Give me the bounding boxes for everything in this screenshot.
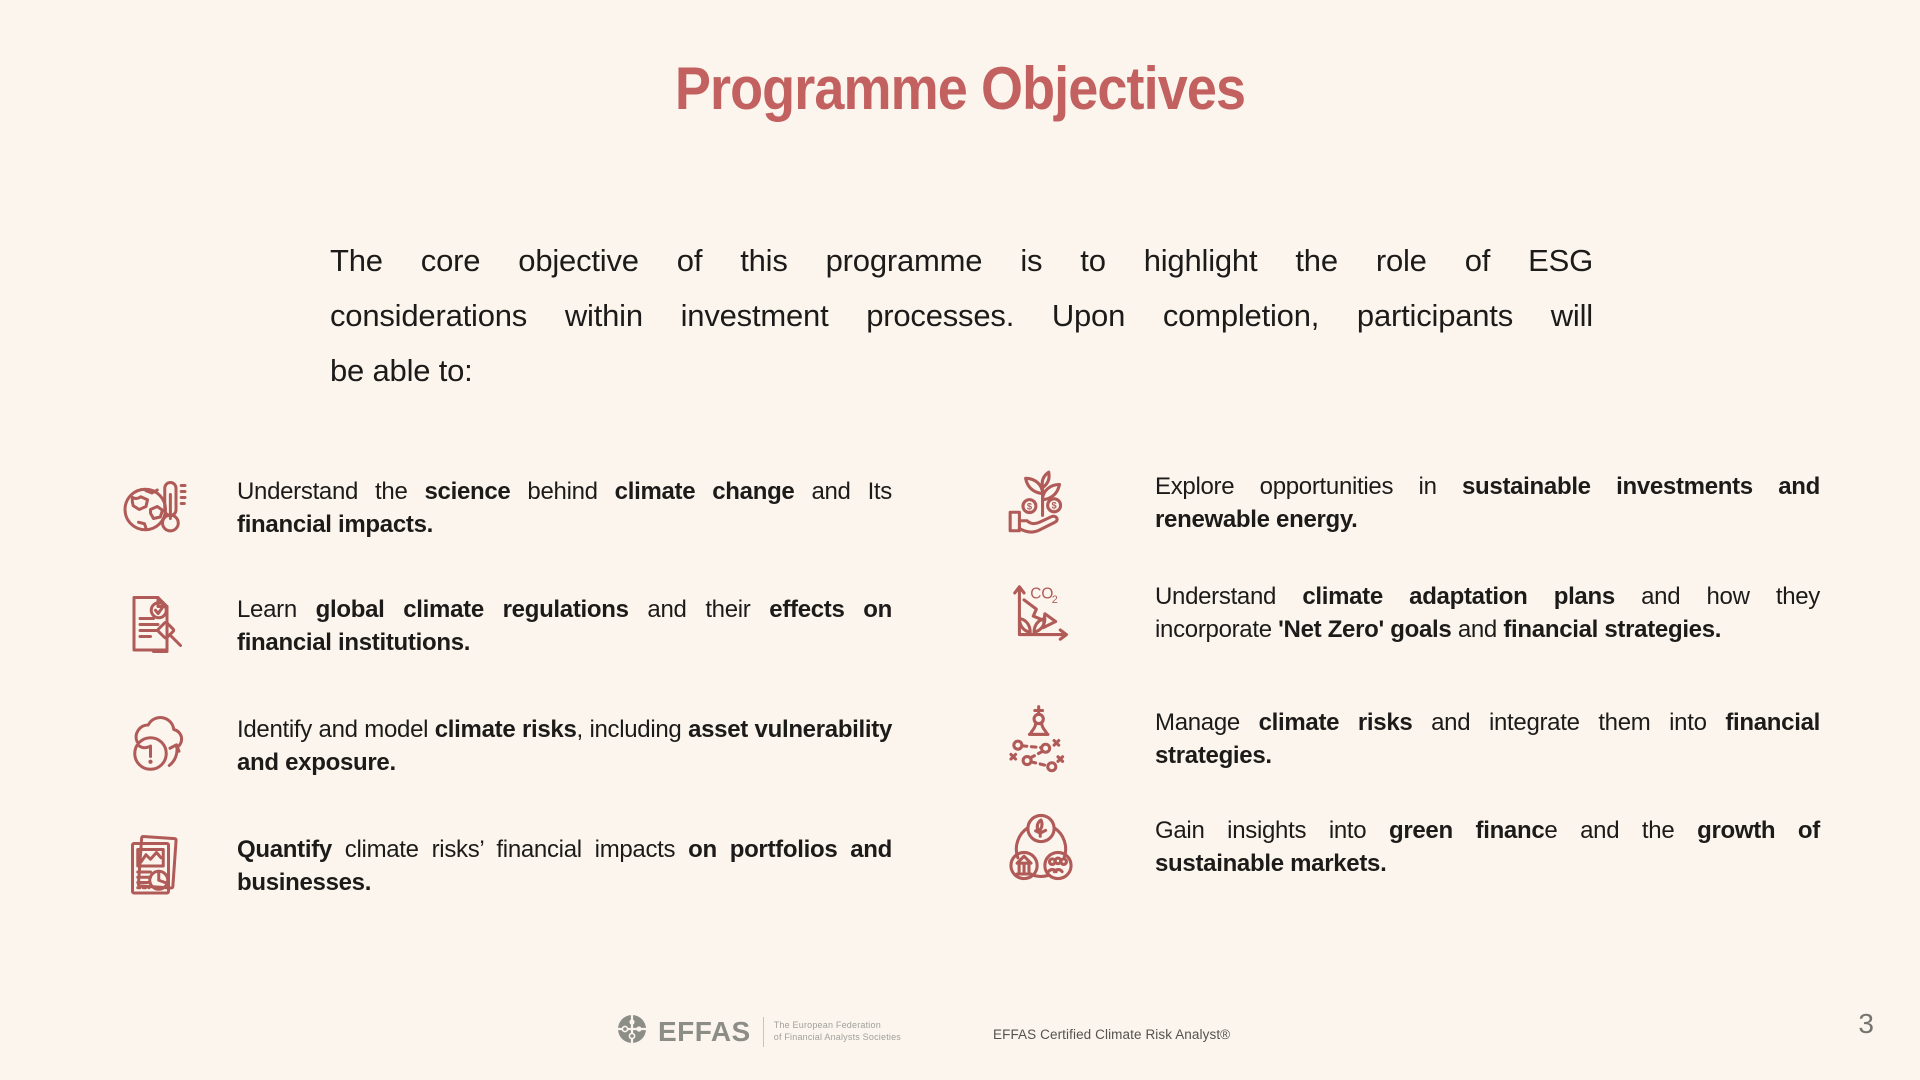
sustainable-investment-icon <box>1004 466 1078 540</box>
portfolio-report-icon <box>119 830 191 902</box>
strategy-chess-icon <box>1004 702 1078 776</box>
objective-text: Understand the science behind climate change and Its financial impacts. <box>237 478 893 538</box>
effas-logo <box>615 1012 901 1051</box>
objective-item-quantify <box>119 830 892 902</box>
objective-text: Identify and model climate risks, including asset vulnerability and exposure. <box>237 716 893 776</box>
svg-text:$: $ <box>1026 501 1032 512</box>
objective-item-sustainable-investments <box>1004 466 1820 540</box>
regulations-gavel-icon <box>119 590 191 662</box>
green-finance-icon <box>1004 810 1078 884</box>
objective-item-adaptation-plans <box>1004 576 1820 650</box>
intro-line-3: be able to: <box>330 353 473 388</box>
objective-item-science <box>119 472 892 544</box>
effas-logo-text: EFFAS <box>658 1015 751 1047</box>
climate-risk-cloud-icon <box>119 710 191 782</box>
svg-text:CO: CO <box>1030 585 1054 603</box>
objective-text: Gain insights into green finance and the growth of sustainable markets. <box>1155 817 1820 877</box>
intro-line-1: The core objective of this programme is to highlight the role of ESG <box>330 243 1593 278</box>
effas-logo-icon <box>615 1012 649 1051</box>
logo-divider <box>763 1017 764 1047</box>
objective-text: Quantify climate risks’ financial impacts on portfolios and businesses. <box>237 836 893 896</box>
effas-logo-subtext-line1: The European Federation <box>773 1020 881 1030</box>
objective-item-manage-risks <box>1004 702 1820 776</box>
objective-item-green-finance <box>1004 810 1820 884</box>
intro-line-2: considerations within investment processes. Upon completion, participants will <box>330 298 1593 333</box>
page-title: Programme Objectives <box>674 55 1246 122</box>
co2-reduction-icon <box>1004 576 1078 650</box>
svg-text:2: 2 <box>1051 593 1058 606</box>
objective-item-regulations <box>119 590 892 662</box>
page-number: 3 <box>1858 1008 1874 1039</box>
svg-text:$: $ <box>1051 500 1057 511</box>
objective-text: Explore opportunities in sustainable investments and renewable energy. <box>1155 473 1820 533</box>
certification-label: EFFAS Certified Climate Risk Analyst® <box>993 1027 1231 1042</box>
globe-thermometer-icon <box>119 472 191 544</box>
intro-paragraph <box>330 233 1593 398</box>
objective-text: Understand climate adaptation plans and how they incorporate 'Net Zero' goals and financial strategies. <box>1155 583 1820 643</box>
effas-logo-subtext <box>774 1020 901 1043</box>
objective-text: Manage climate risks and integrate them into financial strategies. <box>1155 709 1820 769</box>
objective-item-climate-risk <box>119 710 892 782</box>
effas-logo-subtext-line2: of Financial Analysts Societies <box>773 1031 901 1042</box>
objective-text: Learn global climate regulations and their effects on financial institutions. <box>237 596 893 656</box>
